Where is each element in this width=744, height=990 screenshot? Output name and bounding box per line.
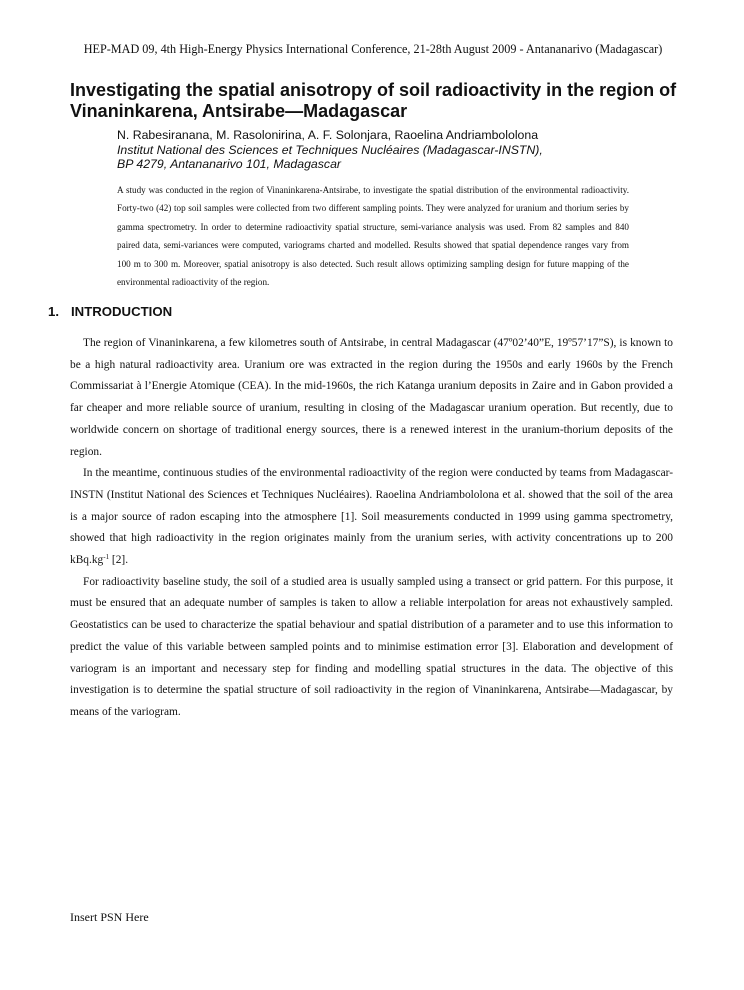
paragraph-2 [70, 463, 673, 572]
paragraph-3: For radioactivity baseline study, the soil of a studied area is usually sampled using a transect or grid pattern. For this purpose, it must be ensured that an adequate number of samples is taken to allow a reliable interpolation for areas not exhaustively sampled. Geostatistics can be used to characterize the spatial behaviour and spatial distribution of a parameter and to use this information to predict the value of this variable between sampled points and to minimise estimation error [3]. Elaboration and development of variogram is an important and necessary step for finding and modelling spatial structures in the data. The objective of this investigation is to determine the spatial structure of soil radioactivity in the region of Vinaninkarena, Antsirabe—Madagascar, by means of the variogram. [70, 575, 673, 718]
author-block [117, 128, 677, 172]
section-number: 1. [48, 304, 59, 319]
paper-title: Investigating the spatial anisotropy of soil radioactivity in the region of Vinaninkarena, Antsirabe—Madagascar [70, 80, 677, 121]
unit-superscript: -1 [103, 553, 110, 562]
paragraph-2-text: In the meantime, continuous studies of the environmental radioactivity of the region were conducted by teams from Madagascar-INSTN (Institut National des Sciences et Techniques Nucléaires). Raoelina Andriambololona et al. showed that the soil of the area is a major source of radon escaping into the atmosphere [1]. Soil measurements conducted in 1999 using gamma spectrometry, showed that high radioactivity in the region originates mainly from the uranium series, with activity concentrations up to 200 kBq.kg [70, 467, 673, 567]
paragraph-2-citation: [2]. [109, 554, 129, 567]
footer-note: Insert PSN Here [70, 910, 149, 924]
introduction-body [70, 333, 673, 724]
section-heading [48, 304, 172, 320]
author-list: N. Rabesiranana, M. Rasolonirina, A. F. Solonjara, Raoelina Andriambololona [117, 128, 539, 142]
paragraph-1: The region of Vinaninkarena, a few kilometres south of Antsirabe, in central Madagascar (47º02’40”E, 19º57’17”S), is known to be a high natural radioactivity area. Uranium ore was extracted in the region during the 1950s and early 1960s by the French Commissariat à l’Energie Atomique (CEA). In the mid-1960s, the rich Katanga uranium deposits in Zaire and in Gabon provided a far cheaper and more reliable source of uranium, resulting in closing of the Madagascar uranium operation. But recently, due to worldwide concern on shortage of traditional energy sources, there is a renewed interest in the uranium-thorium deposits of the region. [70, 337, 673, 458]
section-title: INTRODUCTION [71, 304, 173, 319]
affiliation-line-2: BP 4279, Antananarivo 101, Madagascar [117, 157, 341, 171]
affiliation-line-1: Institut National des Sciences et Techniques Nucléaires (Madagascar-INSTN), [117, 142, 543, 157]
running-header: HEP-MAD 09, 4th High-Energy Physics International Conference, 21-28th August 2009 - Antananarivo (Madagascar) [83, 42, 663, 56]
abstract: A study was conducted in the region of Vinaninkarena-Antsirabe, to investigate the spatial distribution of the environmental radioactivity. Forty-two (42) top soil samples were collected from two different sampling points. They were analyzed for uranium and thorium series by gamma spectrometry. In order to determine radioactivity spatial structure, semi-variance analysis was used. From 82 samples and 840 paired data, semi-variances were computed, variograms charted and modelled. Results showed that spatial dependence ranges vary from 100 m to 300 m. Moreover, spatial anisotropy is also detected. Such result allows optimizing sampling design for future mapping of the environmental radioactivity of the region. [117, 185, 629, 288]
